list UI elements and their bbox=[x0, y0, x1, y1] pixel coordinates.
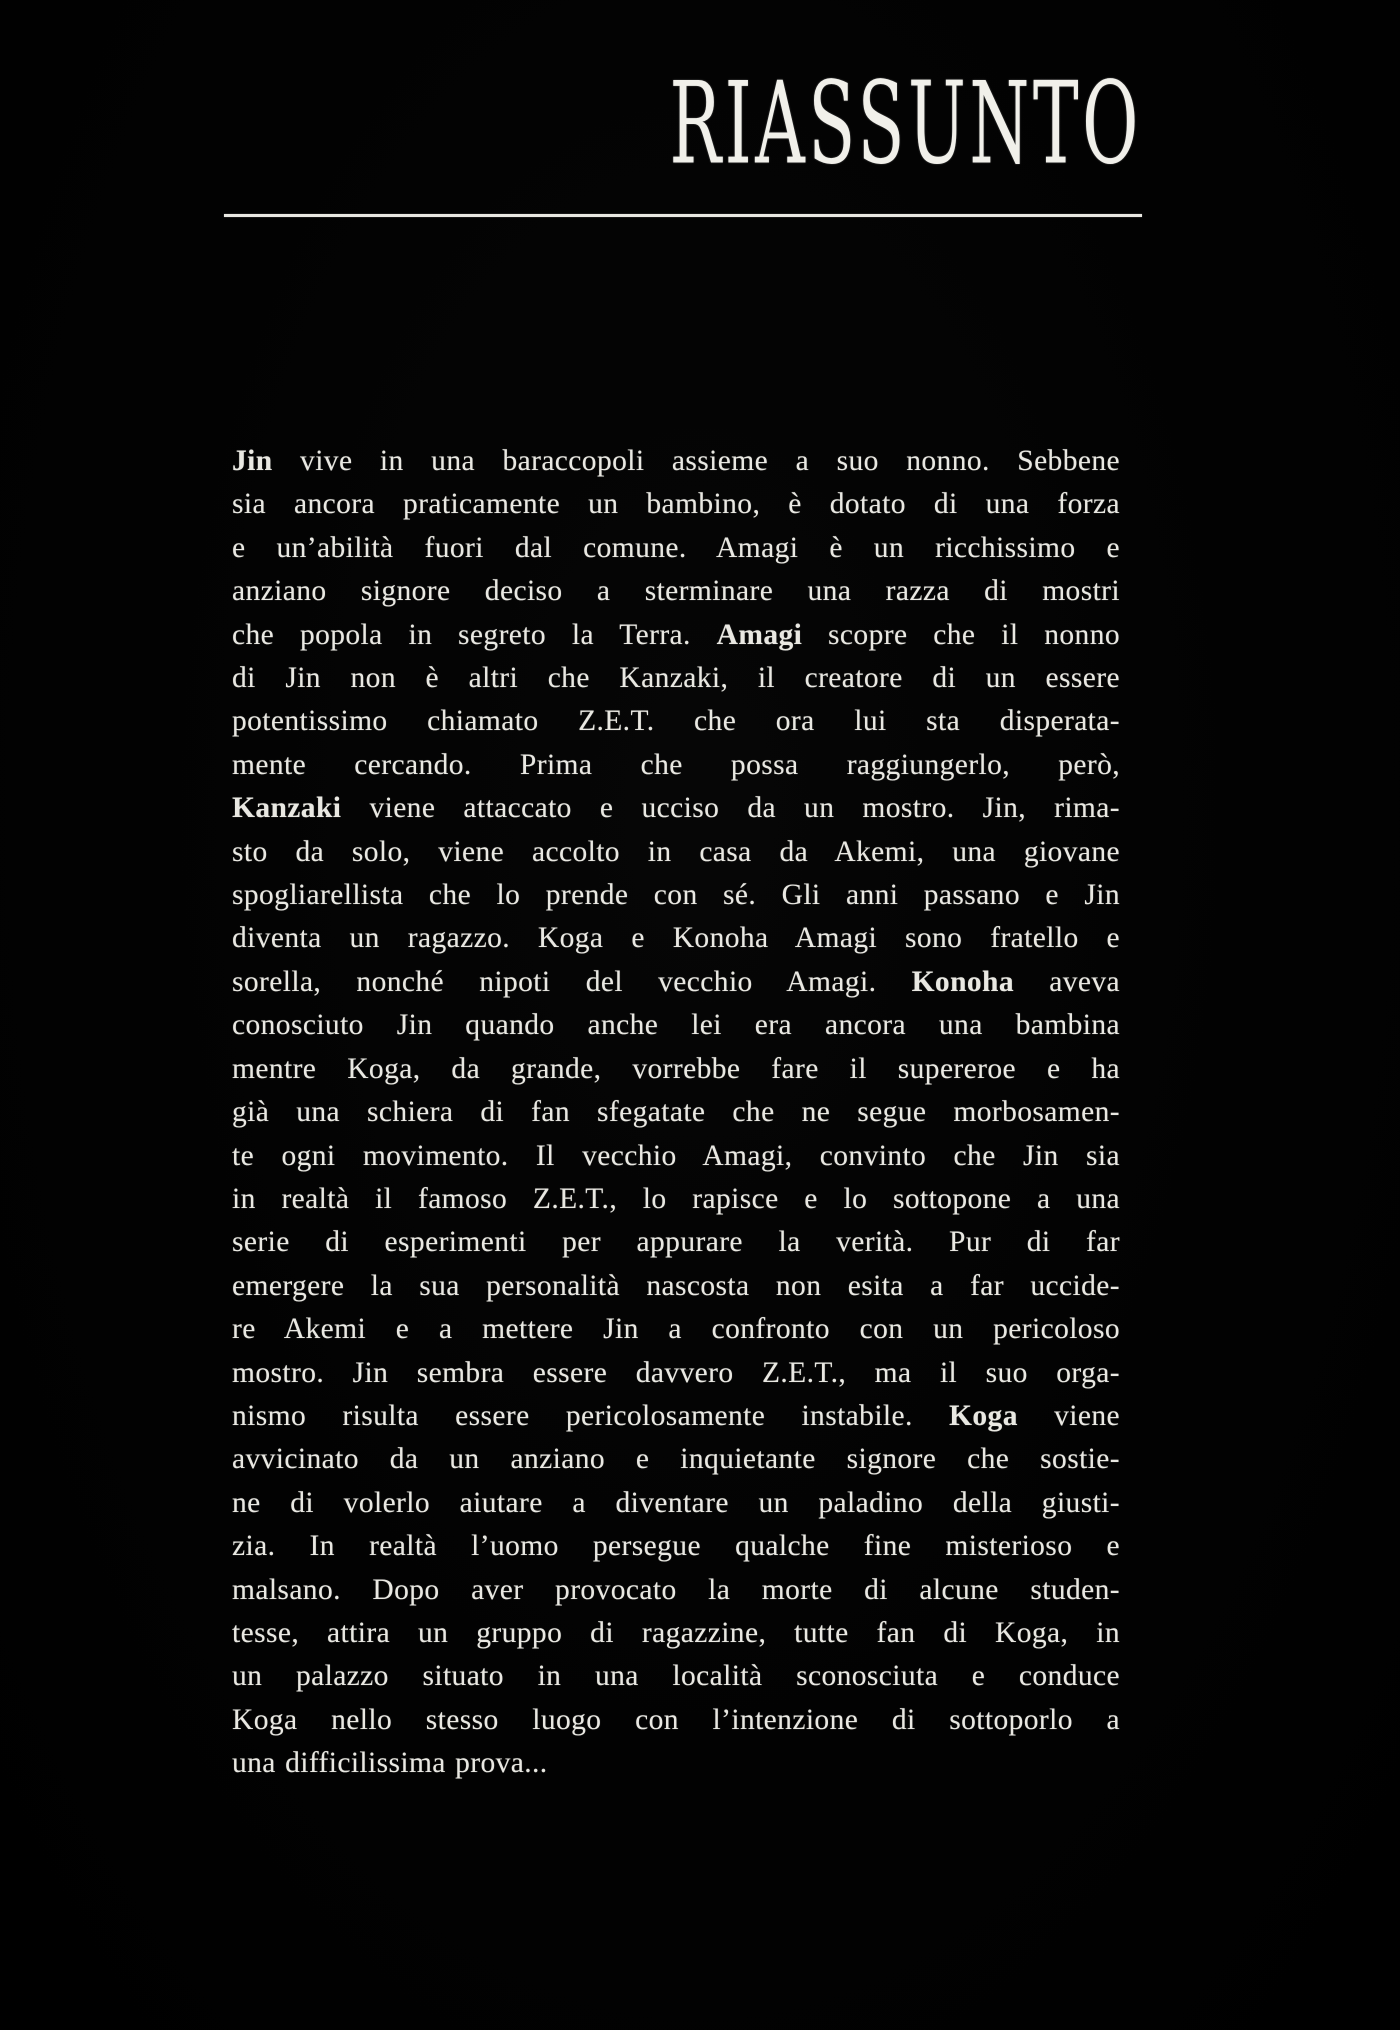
text-segment: in realtà il famoso Z.E.T., lo rapisce e lo sottopone a una bbox=[232, 1182, 1120, 1215]
text-segment: conosciuto Jin quando anche lei era ancora una bambina bbox=[232, 1009, 1120, 1042]
text-segment: diventa un ragazzo. Koga e Konoha Amagi sono fratello e bbox=[232, 922, 1120, 955]
text-segment: di Jin non è altri che Kanzaki, il creatore di un essere bbox=[232, 662, 1120, 695]
text-segment: tesse, attira un gruppo di ragazzine, tutte fan di Koga, in bbox=[232, 1616, 1120, 1649]
text-segment: te ogni movimento. Il vecchio Amagi, convinto che Jin sia bbox=[232, 1139, 1120, 1172]
text-segment: viene attaccato e ucciso da un mostro. Jin, rima- bbox=[341, 792, 1120, 825]
text-segment: nismo risulta essere pericolosamente instabile. bbox=[232, 1399, 950, 1432]
text-segment: sia ancora praticamente un bambino, è dotato di una forza bbox=[232, 488, 1120, 521]
text-segment: mostro. Jin sembra essere davvero Z.E.T., ma il suo orga- bbox=[232, 1356, 1120, 1389]
page-title: RIASSUNTO bbox=[669, 58, 1142, 191]
text-line bbox=[232, 1525, 1120, 1568]
text-segment: già una schiera di fan sfegatate che ne segue morbosamen- bbox=[232, 1096, 1120, 1129]
text-segment: aveva bbox=[1014, 965, 1121, 998]
text-line bbox=[232, 1569, 1120, 1612]
text-segment: serie di esperimenti per appurare la verità. Pur di far bbox=[232, 1226, 1120, 1259]
text-line bbox=[232, 1699, 1120, 1742]
text-line bbox=[232, 787, 1120, 830]
text-line bbox=[232, 614, 1120, 657]
text-line bbox=[232, 917, 1120, 960]
text-segment: emergere la sua personalità nascosta non esita a far uccide- bbox=[232, 1269, 1120, 1302]
text-segment: scopre che il nonno bbox=[802, 618, 1120, 651]
text-segment: avvicinato da un anziano e inquietante signore che sostie- bbox=[232, 1443, 1120, 1476]
text-segment: viene bbox=[1017, 1399, 1120, 1432]
text-line bbox=[232, 1395, 1120, 1438]
text-line bbox=[232, 1048, 1120, 1091]
text-line bbox=[232, 700, 1120, 743]
text-segment: potentissimo chiamato Z.E.T. che ora lui sta disperata- bbox=[232, 705, 1120, 738]
text-segment: sto da solo, viene accolto in casa da Akemi, una giovane bbox=[232, 835, 1120, 868]
text-line bbox=[232, 1655, 1120, 1698]
text-line bbox=[232, 1308, 1120, 1351]
text-segment: mente cercando. Prima che possa raggiungerlo, però, bbox=[232, 748, 1120, 781]
text-segment: vive in una baraccopoli assieme a suo nonno. Sebbene bbox=[272, 445, 1120, 477]
character-name: Koga bbox=[949, 1399, 1018, 1432]
text-line bbox=[232, 483, 1120, 526]
text-line bbox=[232, 570, 1120, 613]
text-segment: mentre Koga, da grande, vorrebbe fare il supereroe e ha bbox=[232, 1052, 1120, 1085]
text-line bbox=[232, 1742, 1120, 1785]
text-line bbox=[232, 1612, 1120, 1655]
character-name: Jin bbox=[232, 445, 273, 477]
text-line bbox=[232, 1135, 1120, 1178]
text-line bbox=[232, 1438, 1120, 1481]
text-line bbox=[232, 1265, 1120, 1308]
text-line bbox=[232, 831, 1120, 874]
character-name: Konoha bbox=[911, 965, 1014, 998]
character-name: Amagi bbox=[716, 618, 803, 651]
text-line bbox=[232, 1221, 1120, 1264]
text-segment: e un’abilità fuori dal comune. Amagi è un ricchissimo e bbox=[232, 531, 1120, 564]
text-segment: spogliarellista che lo prende con sé. Gli anni passano e Jin bbox=[232, 879, 1120, 912]
text-segment: anziano signore deciso a sterminare una razza di mostri bbox=[232, 575, 1120, 608]
text-segment: ne di volerlo aiutare a diventare un paladino della giusti- bbox=[232, 1486, 1120, 1519]
text-line bbox=[232, 874, 1120, 917]
text-line bbox=[232, 961, 1120, 1004]
text-line bbox=[232, 1004, 1120, 1047]
text-line bbox=[232, 1482, 1120, 1525]
text-segment: una difficilissima prova... bbox=[232, 1747, 548, 1780]
summary-paragraph bbox=[232, 440, 1120, 1786]
text-segment: zia. In realtà l’uomo persegue qualche fine misterioso e bbox=[232, 1530, 1120, 1563]
text-line bbox=[232, 657, 1120, 700]
text-line bbox=[232, 1178, 1120, 1221]
text-segment: un palazzo situato in una località sconosciuta e conduce bbox=[232, 1660, 1120, 1693]
text-line bbox=[232, 744, 1120, 787]
text-segment: sorella, nonché nipoti del vecchio Amagi. bbox=[232, 965, 912, 998]
text-line bbox=[232, 1352, 1120, 1395]
character-name: Kanzaki bbox=[232, 792, 342, 825]
text-segment: Koga nello stesso luogo con l’intenzione di sottoporlo a bbox=[232, 1703, 1120, 1736]
text-segment: re Akemi e a mettere Jin a confronto con un pericoloso bbox=[232, 1313, 1120, 1346]
text-line bbox=[232, 1091, 1120, 1134]
text-segment: che popola in segreto la Terra. bbox=[232, 618, 717, 651]
text-line bbox=[232, 527, 1120, 570]
text-segment: malsano. Dopo aver provocato la morte di alcune studen- bbox=[232, 1573, 1120, 1606]
title-divider-line bbox=[224, 214, 1142, 217]
text-line bbox=[232, 440, 1120, 483]
